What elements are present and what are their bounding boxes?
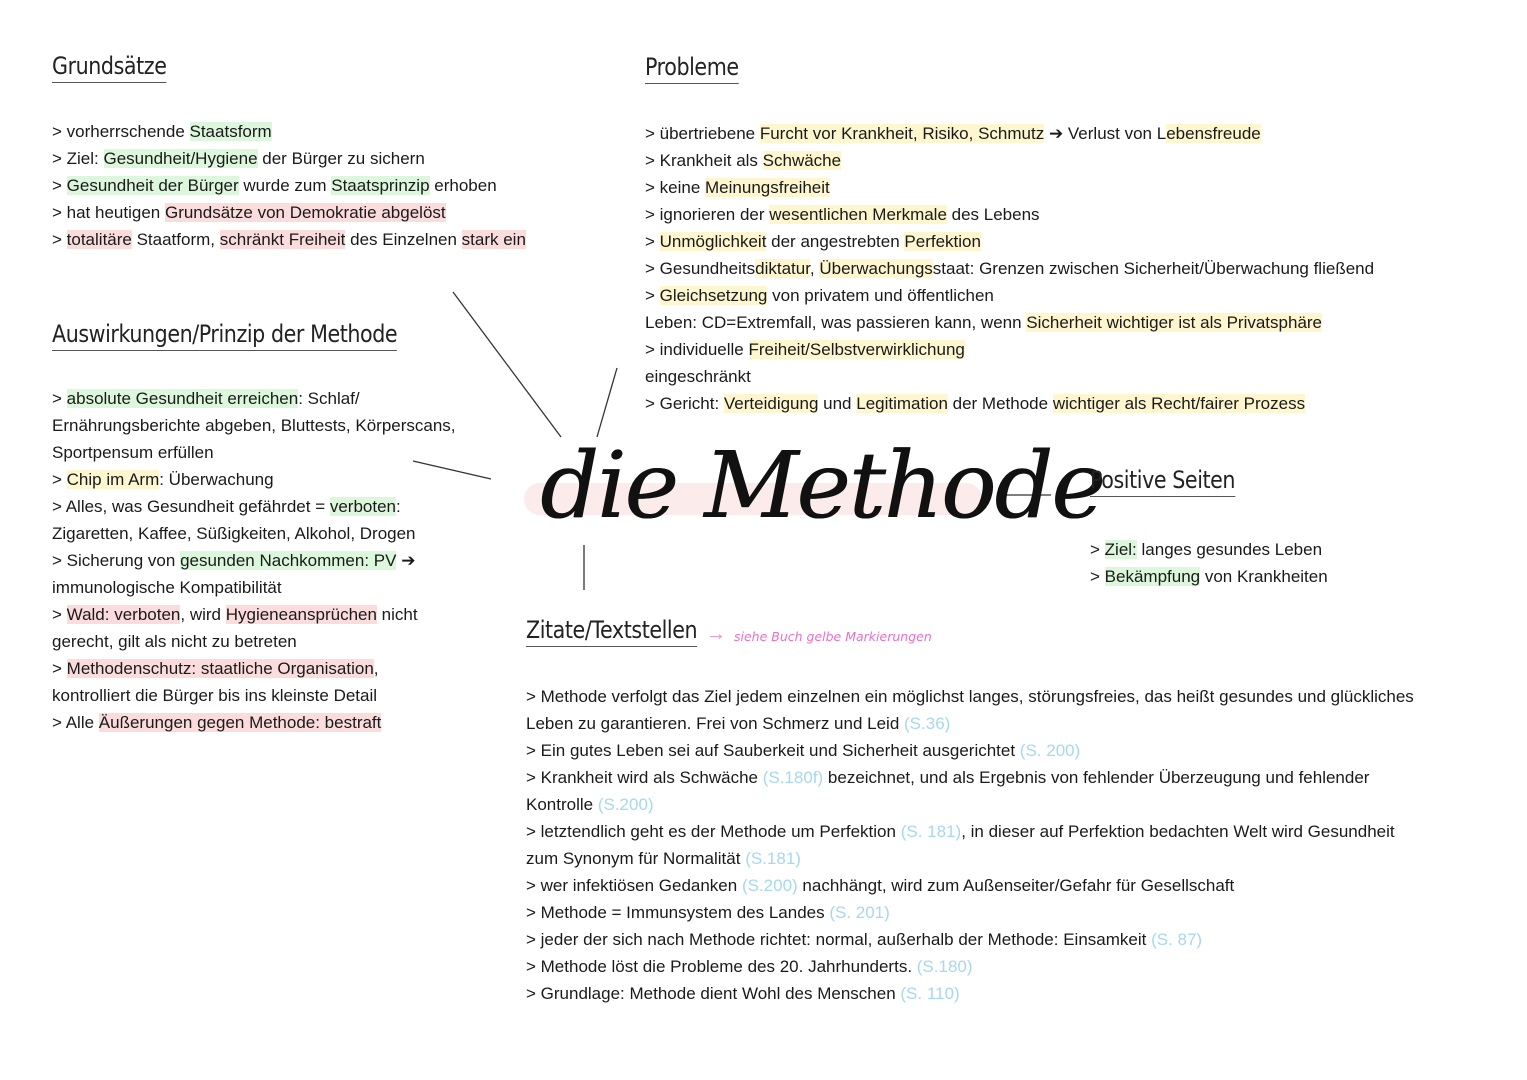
heading-probleme: Probleme — [645, 53, 739, 84]
text-segment: , in dieser auf Perfektion bedachten Welt wird Gesundheit — [961, 822, 1395, 841]
text-line — [52, 601, 456, 628]
text-segment: > — [52, 176, 67, 195]
highlighted-text: Grundsätze von Demokratie abgelöst — [164, 203, 446, 222]
text-line — [52, 520, 456, 547]
text-segment: des Einzelnen — [345, 230, 462, 249]
page-reference: (S.181) — [745, 849, 801, 868]
text-line — [645, 282, 1374, 309]
text-line — [526, 872, 1414, 899]
text-segment: Sportpensum erfüllen — [52, 443, 214, 462]
text-line — [645, 336, 1374, 363]
text-line — [52, 118, 526, 145]
text-line — [52, 199, 526, 226]
text-segment: > individuelle — [645, 340, 749, 359]
text-segment: und — [818, 394, 857, 413]
highlighted-text: diktatur — [755, 259, 810, 278]
heading-positive: Positive Seiten — [1090, 466, 1235, 497]
text-segment: > — [52, 470, 67, 489]
text-segment: > wer infektiösen Gedanken — [526, 876, 742, 895]
positive-list — [1090, 536, 1328, 590]
text-segment: des Lebens — [946, 205, 1040, 224]
text-line — [52, 385, 456, 412]
highlighted-text: Perfektion — [904, 232, 981, 251]
page-reference: (S.180f) — [762, 768, 824, 787]
highlighted-text: Gleichsetzung — [659, 286, 768, 305]
text-line — [645, 174, 1374, 201]
page-reference: (S.200) — [597, 795, 654, 814]
text-segment: immunologische Kompatibilität — [52, 578, 282, 597]
text-segment: > Krankheit als — [645, 151, 763, 170]
text-segment: > — [1090, 540, 1105, 559]
text-line — [52, 493, 456, 520]
text-segment: > — [52, 230, 67, 249]
highlighted-text: schränkt Freiheit — [219, 230, 346, 249]
grundsaetze-list — [52, 118, 526, 253]
text-segment: > jeder der sich nach Methode richtet: normal, außerhalb der Methode: Einsamkeit — [526, 930, 1152, 949]
text-segment: > vorherrschende — [52, 122, 190, 141]
text-line — [1090, 563, 1328, 590]
highlighted-text: Gesundheit der Bürger — [66, 176, 239, 195]
text-segment: > hat heutigen — [52, 203, 165, 222]
page-reference: (S.200) — [741, 876, 798, 895]
text-segment: > letztendlich geht es der Methode um Perfektion — [526, 822, 901, 841]
text-segment: > Ein gutes Leben sei auf Sauberkeit und Sicherheit ausgerichtet — [526, 741, 1020, 760]
text-segment: > Gericht: — [645, 394, 724, 413]
text-line — [526, 980, 1414, 1007]
text-segment: > Sicherung von — [52, 551, 181, 570]
text-segment: ➔ — [396, 551, 416, 570]
text-segment: langes gesundes Leben — [1136, 540, 1323, 559]
highlighted-text: Chip im Arm — [66, 470, 160, 489]
highlighted-text: ebensfreude — [1166, 124, 1261, 143]
text-segment: > Alle — [52, 713, 99, 732]
page-reference: (S. 200) — [1019, 741, 1081, 760]
text-segment: von Krankheiten — [1200, 567, 1328, 586]
page-reference: (S.180) — [916, 957, 973, 976]
text-segment: kontrolliert die Bürger bis ins kleinste Detail — [52, 686, 378, 705]
highlighted-text: Bekämpfung — [1104, 567, 1201, 586]
text-segment: gerecht, gilt als nicht zu betreten — [52, 632, 297, 651]
text-line — [52, 226, 526, 253]
highlighted-text: wichtiger als Recht/fairer Prozess — [1052, 394, 1306, 413]
highlighted-text: Gesundheit/Hygiene — [103, 149, 258, 168]
highlighted-text: Hygieneansprüchen — [225, 605, 377, 624]
text-segment: > Alles, was Gesundheit gefährdet = — [52, 497, 330, 516]
page-reference: (S.36) — [904, 714, 951, 733]
text-line — [52, 628, 456, 655]
zitate-note: siehe Buch gelbe Markierungen — [734, 629, 932, 644]
text-segment: > Gesundheits — [645, 259, 756, 278]
highlighted-text: Legitimation — [856, 394, 948, 413]
highlighted-text: Staatsform — [189, 122, 272, 141]
text-line — [645, 363, 1374, 390]
text-segment: Kontrolle — [526, 795, 598, 814]
text-segment: > — [52, 389, 67, 408]
text-line — [645, 309, 1374, 336]
text-segment: der Methode — [947, 394, 1053, 413]
text-segment: , wird — [180, 605, 226, 624]
highlighted-text: gesunden Nachkommen: PV — [180, 551, 397, 570]
text-line — [526, 899, 1414, 926]
text-segment: > — [52, 605, 67, 624]
text-segment: ➔ Verlust von L — [1044, 124, 1167, 143]
text-segment: von privatem und öffentlichen — [767, 286, 994, 305]
text-line — [52, 439, 456, 466]
text-segment: > — [52, 659, 67, 678]
highlighted-text: Verteidigung — [723, 394, 819, 413]
text-segment: zum Synonym für Normalität — [526, 849, 746, 868]
highlighted-text: verboten — [329, 497, 397, 516]
text-line — [526, 683, 1414, 710]
connector-grundsaetze — [453, 292, 561, 437]
heading-auswirkungen: Auswirkungen/Prinzip der Methode — [52, 320, 397, 351]
text-line — [645, 120, 1374, 147]
heading-zitate: Zitate/Textstellen — [526, 616, 697, 647]
connector-probleme — [597, 368, 617, 437]
highlighted-text: Unmöglichkeit — [659, 232, 767, 251]
text-line — [645, 255, 1374, 282]
text-segment: Leben zu garantieren. Frei von Schmerz und Leid — [526, 714, 905, 733]
text-line — [526, 764, 1414, 791]
text-line — [52, 709, 456, 736]
text-line — [645, 201, 1374, 228]
text-line — [526, 710, 1414, 737]
text-segment: der angestrebten — [766, 232, 905, 251]
text-segment: : — [396, 497, 401, 516]
highlighted-text: totalitäre — [66, 230, 132, 249]
note-arrow-icon: → — [706, 623, 726, 645]
text-segment: Leben: CD=Extremfall, was passieren kann, wenn — [645, 313, 1027, 332]
text-line — [645, 147, 1374, 174]
highlighted-text: Staatsprinzip — [331, 176, 430, 195]
text-segment: : Überwachung — [159, 470, 274, 489]
text-line — [526, 818, 1414, 845]
highlighted-text: wesentlichen Merkmale — [769, 205, 947, 224]
text-segment: , — [373, 659, 379, 678]
highlighted-text: Furcht vor Krankheit, Risiko, Schmutz — [759, 124, 1045, 143]
highlighted-text: Schwäche — [762, 151, 842, 170]
page-reference: (S. 181) — [900, 822, 962, 841]
highlighted-text: Freiheit/Selbstverwirklichung — [748, 340, 965, 359]
text-segment: > Grundlage: Methode dient Wohl des Menschen — [526, 984, 901, 1003]
text-segment: > Krankheit wird als Schwäche — [526, 768, 763, 787]
text-segment: bezeichnet, und als Ergebnis von fehlender Überzeugung und fehlender — [823, 768, 1370, 787]
text-segment: > Methode löst die Probleme des 20. Jahrhunderts. — [526, 957, 917, 976]
center-title: die Methode — [540, 432, 1104, 539]
text-segment: > ignorieren der — [645, 205, 770, 224]
text-line — [52, 145, 526, 172]
text-segment: wurde zum — [238, 176, 332, 195]
text-segment: erhoben — [429, 176, 497, 195]
text-segment: > — [1090, 567, 1105, 586]
text-segment: > Ziel: — [52, 149, 104, 168]
text-line — [52, 547, 456, 574]
highlighted-text: Sicherheit wichtiger ist als Privatsphäre — [1026, 313, 1323, 332]
text-segment: Zigaretten, Kaffee, Süßigkeiten, Alkohol, Drogen — [52, 524, 416, 543]
highlighted-text: Wald: verboten — [66, 605, 181, 624]
text-line — [645, 390, 1374, 417]
highlighted-text: Äußerungen gegen Methode: bestraft — [98, 713, 382, 732]
text-line — [526, 953, 1414, 980]
text-line — [52, 655, 456, 682]
text-line — [52, 172, 526, 199]
text-line — [52, 412, 456, 439]
text-line — [52, 466, 456, 493]
text-segment: nicht — [376, 605, 418, 624]
highlighted-text: absolute Gesundheit erreichen — [66, 389, 299, 408]
page-reference: (S. 87) — [1151, 930, 1203, 949]
text-line — [52, 574, 456, 601]
text-segment: > übertriebene — [645, 124, 760, 143]
text-segment: > Methode = Immunsystem des Landes — [526, 903, 830, 922]
highlighted-text: Überwachungs — [819, 259, 933, 278]
heading-grundsaetze: Grundsätze — [52, 52, 166, 83]
text-segment: staat: Grenzen zwischen Sicherheit/Überwachung fließend — [932, 259, 1375, 278]
text-line — [1090, 536, 1328, 563]
page-reference: (S. 110) — [900, 984, 960, 1003]
highlighted-text: stark ein — [461, 230, 526, 249]
text-segment: nachhängt, wird zum Außenseiter/Gefahr für Gesellschaft — [797, 876, 1235, 895]
probleme-list — [645, 120, 1374, 417]
highlighted-text: Ziel: — [1104, 540, 1137, 559]
text-segment: , — [809, 259, 820, 278]
text-line — [526, 737, 1414, 764]
auswirkungen-list — [52, 385, 456, 736]
text-segment: der Bürger zu sichern — [257, 149, 425, 168]
text-segment: : Schlaf/ — [298, 389, 360, 408]
highlighted-text: Methodenschutz: staatliche Organisation — [66, 659, 374, 678]
text-line — [52, 682, 456, 709]
text-line — [526, 845, 1414, 872]
text-line — [526, 926, 1414, 953]
text-line — [526, 791, 1414, 818]
text-segment: eingeschränkt — [645, 367, 751, 386]
zitate-list — [526, 683, 1414, 1007]
text-segment: > — [645, 286, 660, 305]
text-segment: > — [645, 232, 660, 251]
highlighted-text: Meinungsfreiheit — [705, 178, 830, 197]
text-segment: Staatform, — [131, 230, 220, 249]
text-segment: > keine — [645, 178, 706, 197]
text-segment: > Methode verfolgt das Ziel jedem einzelnen ein möglichst langes, störungsfreies, das heißt gesundes und glückliches — [526, 687, 1414, 706]
page-reference: (S. 201) — [829, 903, 890, 922]
text-segment: Ernährungsberichte abgeben, Bluttests, Körperscans, — [52, 416, 456, 435]
text-line — [645, 228, 1374, 255]
